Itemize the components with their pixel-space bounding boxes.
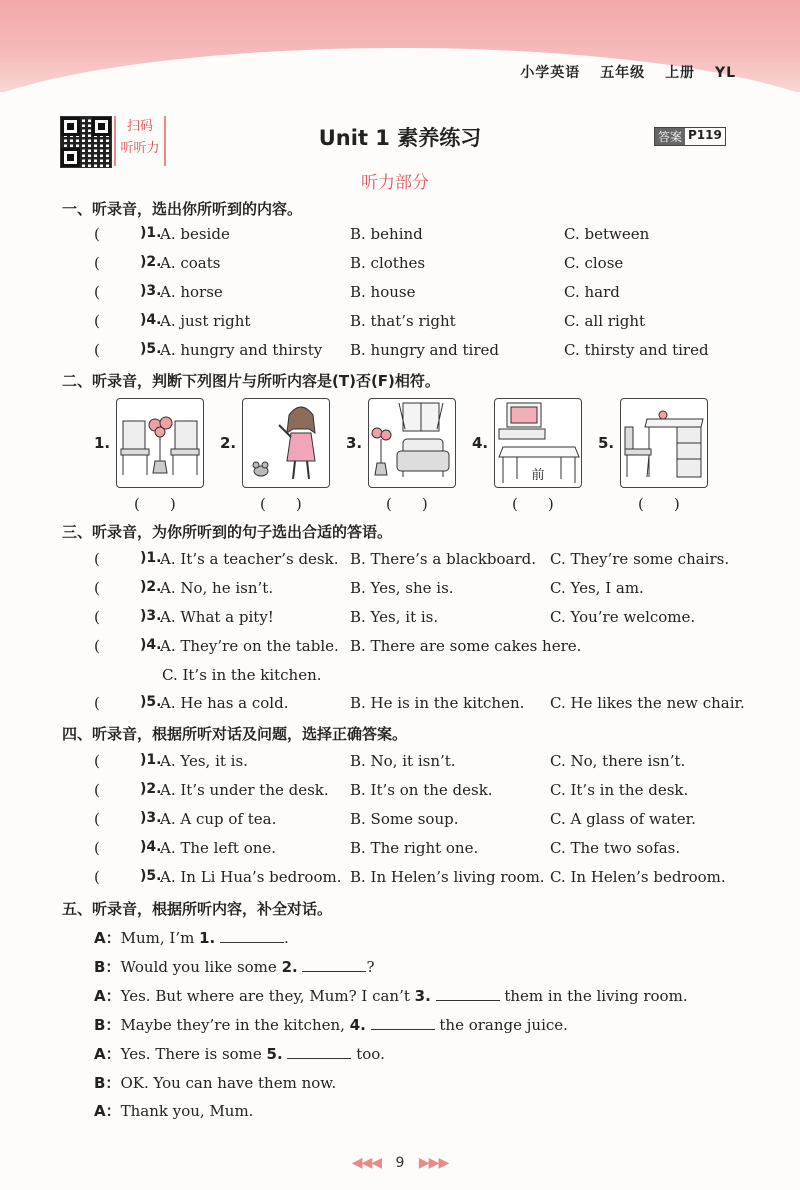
table-label: 前 — [531, 468, 545, 483]
picture-answer-paren[interactable]: ( ) — [386, 495, 428, 513]
option-b: B. clothes — [350, 254, 426, 272]
speaker: B： — [94, 1074, 121, 1092]
option-b: B. There are some cakes here. — [350, 637, 582, 655]
option-a: A. hungry and thirsty — [160, 341, 323, 359]
page-footer — [0, 1155, 800, 1171]
scan-label-line: 扫码 — [126, 119, 153, 134]
speaker: A： — [94, 1102, 121, 1120]
option-c: C. close — [564, 254, 624, 272]
speaker: A： — [94, 987, 121, 1005]
answer-paren[interactable]: ( — [94, 283, 100, 301]
part3-heading: 三、听录音，为你所听到的句子选出合适的答语。 — [62, 523, 393, 541]
line-text: Thank you, Mum. — [120, 1102, 254, 1120]
question-number: )3. — [140, 283, 162, 299]
dialogue-line — [94, 956, 375, 977]
blank-number: 2. — [281, 958, 298, 976]
answer-paren[interactable]: ( — [94, 868, 100, 886]
table-tv-illustration — [495, 399, 581, 487]
answer-paren[interactable]: ( — [94, 312, 100, 330]
question-row — [94, 550, 774, 574]
option-b: B. Some soup. — [350, 810, 459, 828]
question-row — [94, 283, 774, 307]
question-number: )1. — [140, 550, 162, 566]
option-c: C. In Helen’s bedroom. — [550, 868, 726, 886]
option-b: B. There’s a blackboard. — [350, 550, 537, 568]
option-a: A. They’re on the table. — [160, 637, 339, 655]
girl-mouse-illustration — [243, 399, 329, 487]
picture-number: 5. — [598, 434, 615, 452]
picture-chairs-flowers — [116, 398, 204, 488]
question-row — [94, 225, 774, 249]
picture-number: 1. — [94, 434, 111, 452]
option-b: B. No, it isn’t. — [350, 752, 456, 770]
question-number: )2. — [140, 254, 162, 270]
blank-number: 4. — [349, 1016, 366, 1034]
answer-paren[interactable]: ( — [94, 637, 100, 655]
picture-table-tv — [494, 398, 582, 488]
picture-girl-mouse — [242, 398, 330, 488]
speaker: B： — [94, 1016, 121, 1034]
question-row — [94, 254, 774, 278]
option-a: A. coats — [160, 254, 221, 272]
page-title: Unit 1 素养练习 — [318, 126, 482, 150]
subject: 小学英语 — [520, 65, 581, 81]
edition: YL — [714, 65, 736, 81]
fill-blank[interactable] — [220, 928, 284, 943]
picture-answer-paren[interactable]: ( ) — [512, 495, 554, 513]
option-a: A. It’s a teacher’s desk. — [160, 550, 339, 568]
option-c: C. They’re some chairs. — [550, 550, 730, 568]
question-number: )1. — [140, 225, 162, 241]
question-number: )3. — [140, 608, 162, 624]
picture-number: 2. — [220, 434, 237, 452]
option-b: B. Yes, she is. — [350, 579, 454, 597]
answer-reference — [654, 127, 726, 146]
fill-blank[interactable] — [436, 986, 500, 1001]
option-c: C. You’re welcome. — [550, 608, 696, 626]
question-number: )2. — [140, 579, 162, 595]
question-row — [94, 637, 774, 661]
answer-paren[interactable]: ( — [94, 550, 100, 568]
part4-heading: 四、听录音，根据所听对话及问题，选择正确答案。 — [62, 725, 408, 743]
question-number: )2. — [140, 781, 162, 797]
option-a: A. What a pity! — [160, 608, 274, 626]
term: 上册 — [665, 65, 696, 81]
option-b: B. behind — [350, 225, 423, 243]
option-a: A. He has a cold. — [160, 694, 289, 712]
question-row — [94, 781, 774, 805]
picture-armchair — [368, 398, 456, 488]
blank-number: 3. — [414, 987, 431, 1005]
option-c: C. A glass of water. — [550, 810, 696, 828]
option-c: C. hard — [564, 283, 620, 301]
option-b: B. hungry and tired — [350, 341, 500, 359]
question-row — [94, 312, 774, 336]
option-c: C. Yes, I am. — [550, 579, 644, 597]
option-c: C. No, there isn’t. — [550, 752, 686, 770]
option-c: C. He likes the new chair. — [550, 694, 745, 712]
desk-chair-illustration — [621, 399, 707, 487]
option-b: B. He is in the kitchen. — [350, 694, 525, 712]
part2-heading: 二、听录音，判断下列图片与所听内容是(T)否(F)相符。 — [62, 372, 440, 390]
option-b: B. In Helen’s living room. — [350, 868, 545, 886]
question-number: )4. — [140, 637, 162, 653]
dialogue-line — [94, 985, 688, 1006]
picture-number: 3. — [346, 434, 363, 452]
dialogue-line — [94, 1100, 253, 1121]
answer-paren[interactable]: ( — [94, 752, 100, 770]
option-c: C. all right — [564, 312, 646, 330]
speaker: B： — [94, 958, 121, 976]
question-number: )5. — [140, 694, 162, 710]
option-c: C. It’s in the kitchen. — [162, 666, 322, 684]
line-text: Yes. There is some — [120, 1045, 267, 1063]
fill-blank[interactable] — [371, 1015, 435, 1030]
option-a: A. No, he isn’t. — [160, 579, 274, 597]
option-b: B. The right one. — [350, 839, 479, 857]
fill-blank[interactable] — [302, 957, 366, 972]
question-number: )4. — [140, 839, 162, 855]
line-text: OK. You can have them now. — [120, 1074, 337, 1092]
part5-heading: 五、听录音，根据所听内容，补全对话。 — [62, 900, 333, 918]
option-a: A. It’s under the desk. — [160, 781, 329, 799]
line-text: Mum, I’m — [120, 929, 200, 947]
speaker: A： — [94, 929, 121, 947]
answer-paren[interactable]: ( — [94, 341, 100, 359]
line-text-after: the orange juice. — [434, 1016, 568, 1034]
question-row — [94, 752, 774, 776]
question-row — [94, 608, 774, 632]
option-c: C. The two sofas. — [550, 839, 681, 857]
page-number: 9 — [395, 1155, 405, 1171]
line-text: Would you like some — [120, 958, 282, 976]
dialogue-line — [94, 1072, 336, 1093]
question-row — [94, 868, 774, 892]
dialogue-line — [94, 1014, 568, 1035]
answer-paren[interactable]: ( — [94, 810, 100, 828]
option-a: A. beside — [160, 225, 230, 243]
line-text-after: . — [284, 929, 289, 947]
blank-number: 5. — [266, 1045, 283, 1063]
question-row — [94, 694, 774, 718]
answer-paren[interactable]: ( — [94, 694, 100, 712]
line-text-after: too. — [351, 1045, 385, 1063]
question-row — [94, 810, 774, 834]
dialogue-line — [94, 927, 289, 948]
dialogue-line — [94, 1043, 385, 1064]
section-title: 听力部分 — [361, 173, 429, 193]
option-c: C. between — [564, 225, 650, 243]
chairs-flowers-illustration — [117, 399, 203, 487]
option-a: A. Yes, it is. — [160, 752, 248, 770]
question-row — [94, 839, 774, 863]
picture-answer-paren[interactable]: ( ) — [638, 495, 680, 513]
question-row — [94, 341, 774, 365]
option-c: C. thirsty and tired — [564, 341, 709, 359]
option-b: B. Yes, it is. — [350, 608, 439, 626]
option-b: B. It’s on the desk. — [350, 781, 493, 799]
line-text: Yes. But where are they, Mum? I can’t — [120, 987, 415, 1005]
option-a: A. The left one. — [160, 839, 277, 857]
question-row — [94, 579, 774, 603]
question-number: )1. — [140, 752, 162, 768]
option-c: C. It’s in the desk. — [550, 781, 689, 799]
picture-answer-paren[interactable]: ( ) — [134, 495, 176, 513]
question-number: )5. — [140, 868, 162, 884]
option-a: A. horse — [160, 283, 223, 301]
option-a: A. In Li Hua’s bedroom. — [160, 868, 342, 886]
prev-arrows-icon: ◀◀◀ — [351, 1155, 382, 1171]
question-number: )3. — [140, 810, 162, 826]
question-number: )4. — [140, 312, 162, 328]
answer-paren[interactable]: ( — [94, 839, 100, 857]
next-arrows-icon: ▶▶▶ — [418, 1155, 449, 1171]
armchair-illustration — [369, 399, 455, 487]
option-b: B. that’s right — [350, 312, 456, 330]
answer-label: 答案 — [655, 128, 685, 145]
option-a: A. A cup of tea. — [160, 810, 277, 828]
answer-paren[interactable]: ( — [94, 579, 100, 597]
question-number: )5. — [140, 341, 162, 357]
series-info — [506, 62, 736, 82]
picture-answer-paren[interactable]: ( ) — [260, 495, 302, 513]
answer-paren[interactable]: ( — [94, 225, 100, 243]
answer-paren[interactable]: ( — [94, 254, 100, 272]
picture-number: 4. — [472, 434, 489, 452]
answer-paren[interactable]: ( — [94, 608, 100, 626]
line-text-after: them in the living room. — [499, 987, 688, 1005]
fill-blank[interactable] — [287, 1044, 351, 1059]
answer-page: P119 — [688, 128, 722, 142]
picture-desk-chair — [620, 398, 708, 488]
option-b: B. house — [350, 283, 416, 301]
line-text-after: ? — [366, 958, 375, 976]
part1-heading: 一、听录音，选出你所听到的内容。 — [62, 200, 303, 218]
blank-number: 1. — [199, 929, 216, 947]
scan-label-line: 听听力 — [120, 141, 160, 156]
speaker: A： — [94, 1045, 121, 1063]
grade: 五年级 — [600, 65, 646, 81]
option-a: A. just right — [160, 312, 251, 330]
line-text: Maybe they’re in the kitchen, — [120, 1016, 350, 1034]
answer-paren[interactable]: ( — [94, 781, 100, 799]
